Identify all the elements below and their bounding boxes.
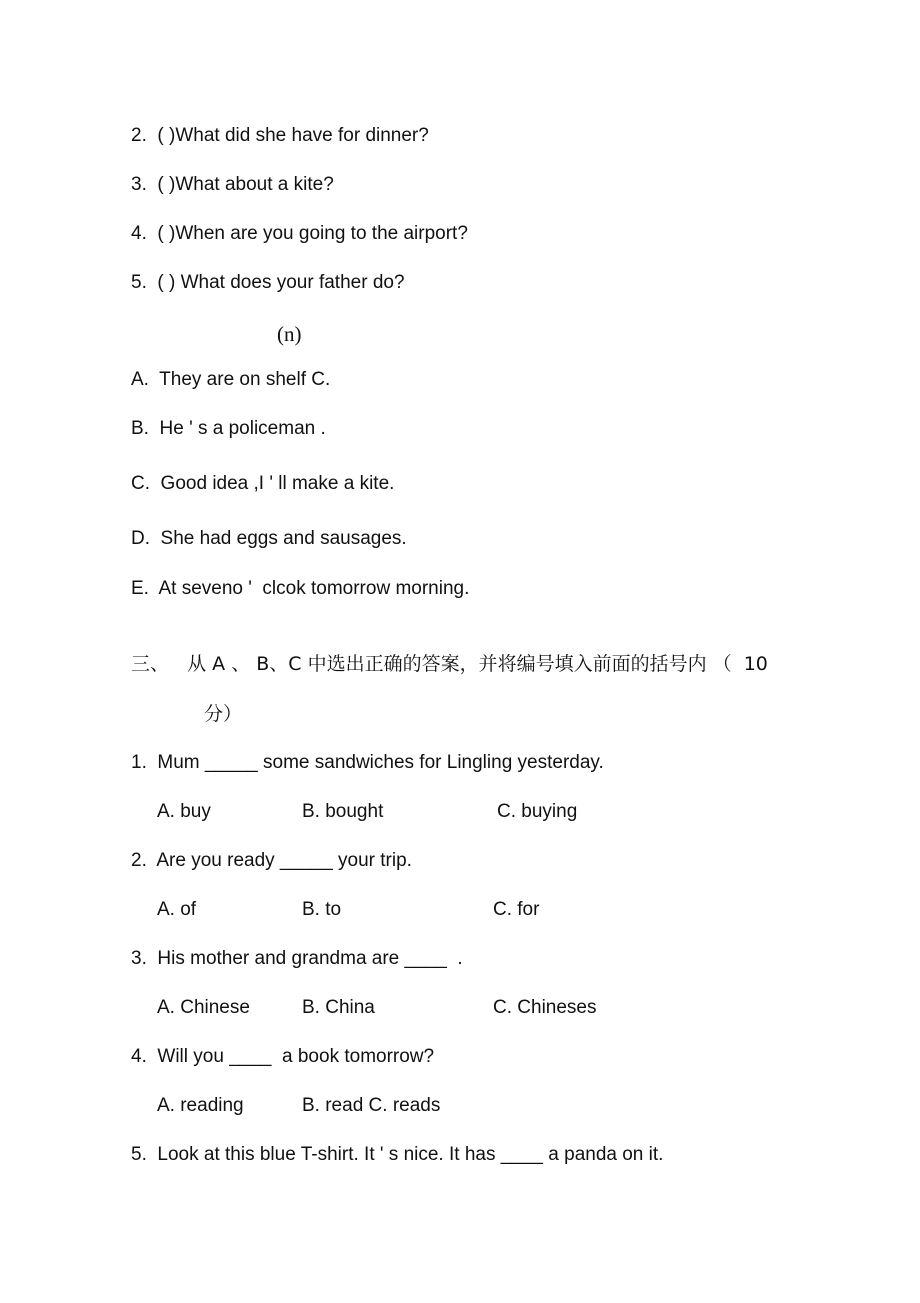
question-item: 4. ( )When are you going to the airport? xyxy=(131,223,468,244)
section-title: 三、 从 A 、 B、C 中选出正确的答案，并将编号填入前面的括号内 （ 10 xyxy=(131,653,768,675)
option-c: C. buying xyxy=(497,801,578,822)
answer-item: A. They are on shelf C. xyxy=(131,369,331,390)
answer-item: E. At seveno ' clcok tomorrow morning. xyxy=(131,578,470,599)
option-b: B. bought xyxy=(302,801,384,822)
answer-item: B. He ' s a policeman . xyxy=(131,418,326,439)
question-item: 5. ( ) What does your father do? xyxy=(131,272,405,293)
option-b: B. to xyxy=(302,899,342,920)
option-c: C. for xyxy=(493,899,540,920)
question-stem: 5. Look at this blue T-shirt. It ' s nice. It has ____ a panda on it. xyxy=(131,1144,664,1165)
option-a: A. of xyxy=(157,899,197,920)
option-a: A. buy xyxy=(157,801,211,822)
answer-item: D. She had eggs and sausages. xyxy=(131,528,407,549)
option-b: B. read C. reads xyxy=(302,1095,441,1116)
question-stem: 4. Will you ____ a book tomorrow? xyxy=(131,1046,435,1067)
question-stem: 3. His mother and grandma are ____ . xyxy=(131,948,463,969)
option-a: A. Chinese xyxy=(157,997,250,1018)
option-b: B. China xyxy=(302,997,375,1018)
sub-heading: (n) xyxy=(277,322,302,346)
section-title-continued: 分） xyxy=(204,703,243,725)
question-stem: 1. Mum _____ some sandwiches for Lingling yesterday. xyxy=(131,752,604,773)
option-c: C. Chineses xyxy=(493,997,597,1018)
question-stem: 2. Are you ready _____ your trip. xyxy=(131,850,412,871)
option-a: A. reading xyxy=(157,1095,244,1116)
question-item: 3. ( )What about a kite? xyxy=(131,174,334,195)
answer-item: C. Good idea ,I ' ll make a kite. xyxy=(131,473,395,494)
question-item: 2. ( )What did she have for dinner? xyxy=(131,125,429,146)
